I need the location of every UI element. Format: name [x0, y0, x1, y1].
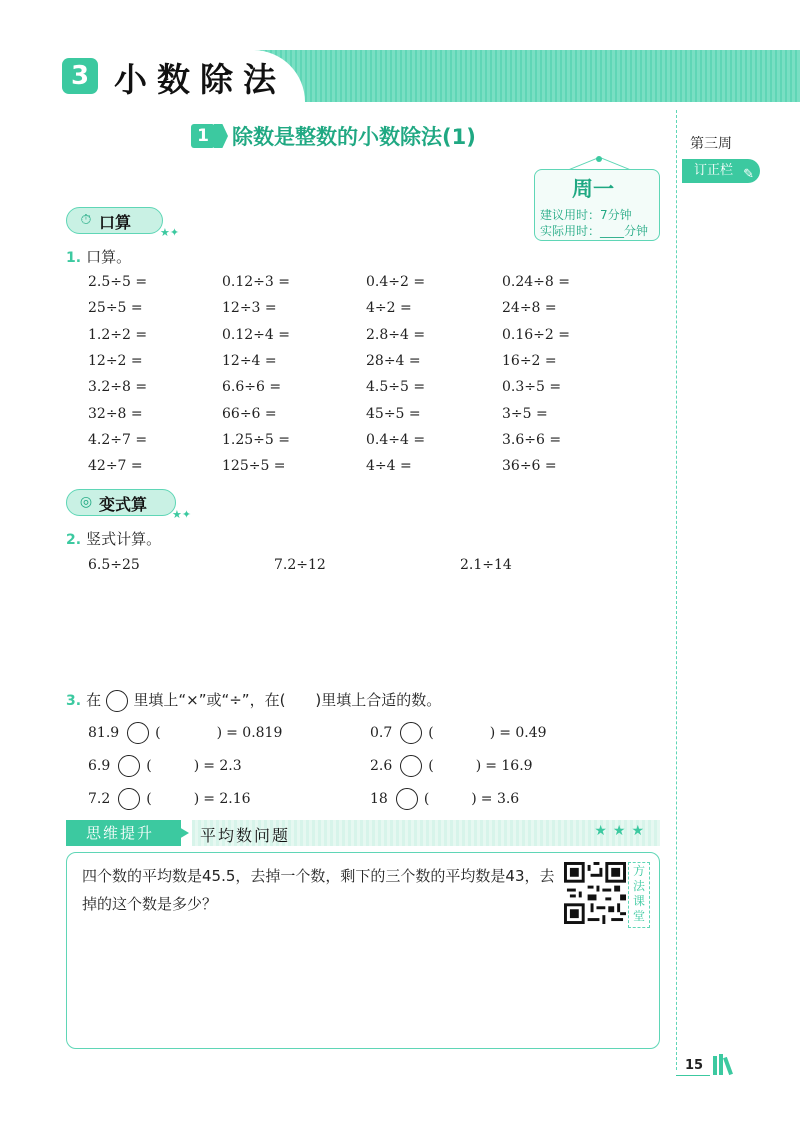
mental-math-item: 24÷8 =	[502, 300, 557, 317]
week-label: 第三周	[690, 136, 732, 152]
actual-time: 实际用时：____分钟	[540, 224, 649, 238]
mental-math-item: 12÷3 =	[222, 300, 277, 317]
sidebar-divider	[676, 110, 677, 1070]
mental-math-item: 12÷2 =	[88, 352, 143, 369]
label-arrow-icon	[179, 827, 189, 839]
number-blank-input[interactable]: ( )	[428, 758, 482, 774]
chapter-title: 小数除法	[114, 60, 286, 99]
page-number-underline	[676, 1075, 710, 1076]
card-pin-icon	[596, 156, 602, 162]
section-pill-label: 口算	[99, 213, 132, 232]
dividend: 7.2	[88, 791, 111, 807]
star-icon: ★✦	[172, 508, 192, 521]
operator-fill-row	[370, 788, 519, 810]
number-blank-input[interactable]: ( )	[146, 791, 200, 807]
operator-fill-row	[370, 755, 533, 777]
stopwatch-icon: ⏱	[80, 212, 92, 228]
mental-math-item: 32÷8 =	[88, 405, 143, 422]
work-area[interactable]	[88, 580, 648, 680]
mental-math-item: 3.6÷6 =	[502, 431, 562, 448]
operator-circle-input[interactable]	[118, 788, 140, 810]
mental-math-item: 16÷2 =	[502, 352, 557, 369]
question-1	[66, 246, 131, 267]
mental-math-item: 0.12÷4 =	[222, 326, 290, 343]
star-icon: ★✦	[160, 226, 180, 239]
mental-math-item: 45÷5 =	[366, 405, 421, 422]
qr-code-icon[interactable]	[564, 862, 626, 924]
section-pill-label: 变式算	[99, 495, 148, 514]
number-blank-input[interactable]: ( )	[428, 725, 496, 741]
mental-math-item: 3÷5 =	[502, 405, 548, 422]
mental-math-item: 2.5÷5 =	[88, 274, 148, 290]
dividend: 81.9	[88, 725, 120, 741]
dividend: 2.6	[370, 758, 393, 774]
number-blank-input[interactable]: ( )	[423, 791, 477, 807]
mental-math-item: 3.2÷8 =	[88, 379, 148, 396]
operator-circle-input[interactable]	[400, 722, 422, 744]
long-division-item: 7.2÷12	[274, 557, 326, 573]
question-2	[66, 528, 161, 549]
question-number: 3.	[66, 693, 82, 709]
operator-circle-input[interactable]	[396, 788, 418, 810]
mental-math-item: 0.24÷8 =	[502, 274, 570, 290]
thinking-label: 思维提升	[66, 820, 181, 846]
thinking-topic: 平均数问题	[200, 826, 291, 845]
mental-math-item: 1.25÷5 =	[222, 431, 290, 448]
mental-math-item: 6.6÷6 =	[222, 379, 282, 396]
result-value: = 2.16	[203, 791, 251, 807]
mental-math-item: 4.2÷7 =	[88, 431, 148, 448]
operator-circle-input[interactable]	[118, 755, 140, 777]
section-pill-variant	[66, 489, 176, 516]
mental-math-item: 12÷4 =	[222, 352, 277, 369]
thinking-problem: 四个数的平均数是45.5，去掉一个数，剩下的三个数的平均数是43，去掉的这个数是多少？	[82, 867, 555, 913]
operator-fill-row	[88, 755, 242, 777]
section-pill-mental-math	[66, 207, 163, 234]
correction-label: 订正栏	[694, 163, 734, 178]
number-blank-input[interactable]: ( )	[155, 725, 223, 741]
day-label: 周一	[572, 177, 614, 201]
question-number: 1.	[66, 250, 82, 266]
mental-math-item: 125÷5 =	[222, 458, 286, 475]
target-icon: ◎	[79, 494, 93, 510]
operator-fill-row	[88, 788, 251, 810]
number-blank-input[interactable]: ( )	[146, 758, 200, 774]
mental-math-item: 0.12÷3 =	[222, 274, 290, 290]
operator-circle-input[interactable]	[127, 722, 149, 744]
question-3	[66, 689, 441, 712]
long-division-item: 6.5÷25	[88, 557, 140, 573]
mental-math-item: 28÷4 =	[366, 352, 421, 369]
correction-tab	[682, 159, 760, 183]
result-value: = 0.819	[226, 725, 283, 741]
mental-math-item: 0.3÷5 =	[502, 379, 562, 396]
operator-fill-row	[370, 722, 547, 744]
mental-math-item: 25÷5 =	[88, 300, 143, 317]
lesson-title: 除数是整数的小数除法(1)	[232, 125, 476, 149]
mental-math-item: 2.8÷4 =	[366, 326, 426, 343]
pencil-icon: ✎	[743, 167, 754, 182]
mental-math-item: 42÷7 =	[88, 458, 143, 475]
dividend: 6.9	[88, 758, 111, 774]
question-text: 口算。	[86, 248, 132, 266]
page-number: 15	[685, 1058, 704, 1073]
arrow-icon	[214, 124, 228, 148]
mental-math-item: 4÷2 =	[366, 300, 412, 317]
difficulty-stars: ★★★	[594, 823, 650, 839]
question-number: 2.	[66, 532, 82, 548]
long-division-item: 2.1÷14	[460, 557, 512, 573]
question-text: 竖式计算。	[86, 530, 162, 548]
operator-circle-input[interactable]	[400, 755, 422, 777]
method-class-label: 方法课堂	[632, 864, 645, 923]
mental-math-item: 0.4÷4 =	[366, 431, 426, 448]
result-value: = 16.9	[485, 758, 533, 774]
chapter-number-badge: 3	[62, 58, 98, 94]
mental-math-item: 36÷6 =	[502, 458, 557, 475]
mental-math-item: 0.4÷2 =	[366, 274, 426, 290]
result-value: = 2.3	[203, 758, 242, 774]
books-icon	[712, 1054, 738, 1076]
mental-math-item: 66÷6 =	[222, 405, 277, 422]
result-value: = 0.49	[499, 725, 547, 741]
mental-math-item: 4÷4 =	[366, 458, 412, 475]
question-text-b: 里填上“×”或“÷”，在( )里填上合适的数。	[133, 691, 442, 709]
mental-math-item: 4.5÷5 =	[366, 379, 426, 396]
dividend: 0.7	[370, 725, 393, 741]
result-value: = 3.6	[480, 791, 520, 807]
lesson-number-badge: 1	[191, 124, 215, 148]
thinking-header	[66, 820, 660, 846]
question-text-a: 在	[86, 691, 102, 709]
operator-fill-row	[88, 722, 282, 744]
circle-blank-icon	[106, 690, 128, 712]
suggested-time: 建议用时：7分钟	[540, 208, 632, 222]
mental-math-item: 0.16÷2 =	[502, 326, 570, 343]
mental-math-item: 1.2÷2 =	[88, 326, 148, 343]
dividend: 18	[370, 791, 388, 807]
